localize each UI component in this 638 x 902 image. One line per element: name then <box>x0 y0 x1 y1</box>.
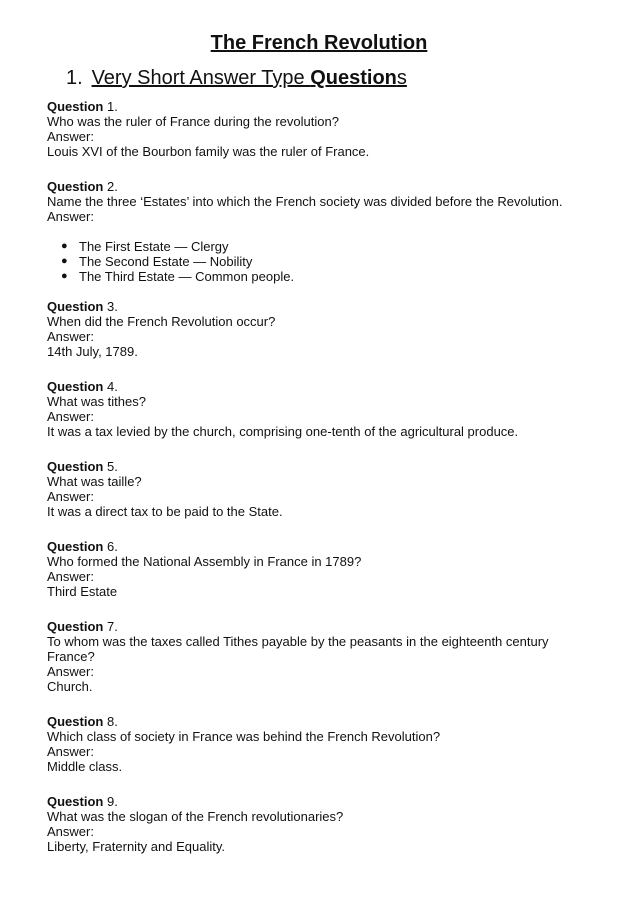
question-number: 7. <box>106 619 118 634</box>
question-number: 1. <box>106 99 118 114</box>
question-text: Who formed the National Assembly in France in 1789? <box>47 554 362 569</box>
question-text: Name the three ‘Estates’ into which the French society was divided before the Revolution. <box>47 194 563 209</box>
question-label <box>47 379 607 394</box>
answer-item-text: The First Estate — Clergy <box>79 239 229 254</box>
question-block-3 <box>47 299 607 359</box>
question-word: Question <box>47 99 104 114</box>
question-word: Question <box>47 539 104 554</box>
bullet-icon: ● <box>61 240 68 252</box>
question-text-line-2: France? <box>47 649 95 664</box>
answer-text: Third Estate <box>47 584 118 599</box>
question-label <box>47 99 607 114</box>
section-title <box>92 67 407 89</box>
answer-label: Answer: <box>47 129 94 144</box>
question-block-1 <box>47 99 607 159</box>
question-number: 4. <box>106 379 118 394</box>
question-word: Question <box>47 459 104 474</box>
question-number: 6. <box>106 539 118 554</box>
answer-label: Answer: <box>47 489 94 504</box>
question-word: Question <box>47 794 104 809</box>
answer-label: Answer: <box>47 744 94 759</box>
question-text: When did the French Revolution occur? <box>47 314 276 329</box>
document-title: The French Revolution <box>210 32 428 54</box>
question-text: Who was the ruler of France during the revolution? <box>47 114 339 129</box>
bullet-icon: ● <box>61 255 68 267</box>
answer-text: Church. <box>47 679 93 694</box>
question-block-5 <box>47 459 607 519</box>
section-title-plain: Very Short Answer Type <box>91 67 311 89</box>
bullet-icon: ● <box>61 270 68 282</box>
question-number: 9. <box>106 794 118 809</box>
answer-text: 14th July, 1789. <box>47 344 138 359</box>
answer-label: Answer: <box>47 409 94 424</box>
question-block-2 <box>47 179 607 284</box>
answer-text: It was a direct tax to be paid to the State. <box>47 504 283 519</box>
question-text: What was taille? <box>47 474 142 489</box>
question-number: 8. <box>106 714 118 729</box>
question-label <box>47 539 607 554</box>
question-word: Question <box>47 179 104 194</box>
question-block-8 <box>47 714 607 774</box>
question-text: What was tithes? <box>47 394 146 409</box>
question-word: Question <box>47 299 104 314</box>
answer-label: Answer: <box>47 824 94 839</box>
question-number: 2. <box>106 179 118 194</box>
answer-label: Answer: <box>47 209 94 224</box>
answer-list-item <box>47 239 607 254</box>
question-label <box>47 619 607 634</box>
answer-item-text: The Third Estate — Common people. <box>79 269 295 284</box>
question-label <box>47 299 607 314</box>
section-title-suffix: s <box>396 67 407 89</box>
answer-label: Answer: <box>47 569 94 584</box>
question-label <box>47 459 607 474</box>
question-text: Which class of society in France was behind the French Revolution? <box>47 729 441 744</box>
answer-text: Middle class. <box>47 759 123 774</box>
question-text: What was the slogan of the French revolutionaries? <box>47 809 344 824</box>
section-heading <box>66 66 407 90</box>
question-word: Question <box>47 379 104 394</box>
question-block-7 <box>47 619 607 694</box>
question-block-9 <box>47 794 607 854</box>
answer-list-item <box>47 254 607 269</box>
answer-list <box>47 239 607 284</box>
question-word: Question <box>47 714 104 729</box>
answer-label: Answer: <box>47 329 94 344</box>
section-title-bold: Question <box>310 67 397 89</box>
answer-item-text: The Second Estate — Nobility <box>79 254 253 269</box>
question-block-4 <box>47 379 607 439</box>
question-label <box>47 794 607 809</box>
section-number: 1. <box>66 67 83 89</box>
question-word: Question <box>47 619 104 634</box>
question-block-6 <box>47 539 607 599</box>
answer-text: Louis XVI of the Bourbon family was the ruler of France. <box>47 144 370 159</box>
answer-text: Liberty, Fraternity and Equality. <box>47 839 225 854</box>
question-label <box>47 714 607 729</box>
questions-list <box>47 99 607 874</box>
answer-list-item <box>47 269 607 284</box>
question-number: 3. <box>106 299 118 314</box>
question-label <box>47 179 607 194</box>
answer-label: Answer: <box>47 664 94 679</box>
question-number: 5. <box>106 459 118 474</box>
question-text-line-1: To whom was the taxes called Tithes payable by the peasants in the eighteenth century <box>47 634 549 649</box>
answer-text: It was a tax levied by the church, comprising one-tenth of the agricultural produce. <box>47 424 519 439</box>
